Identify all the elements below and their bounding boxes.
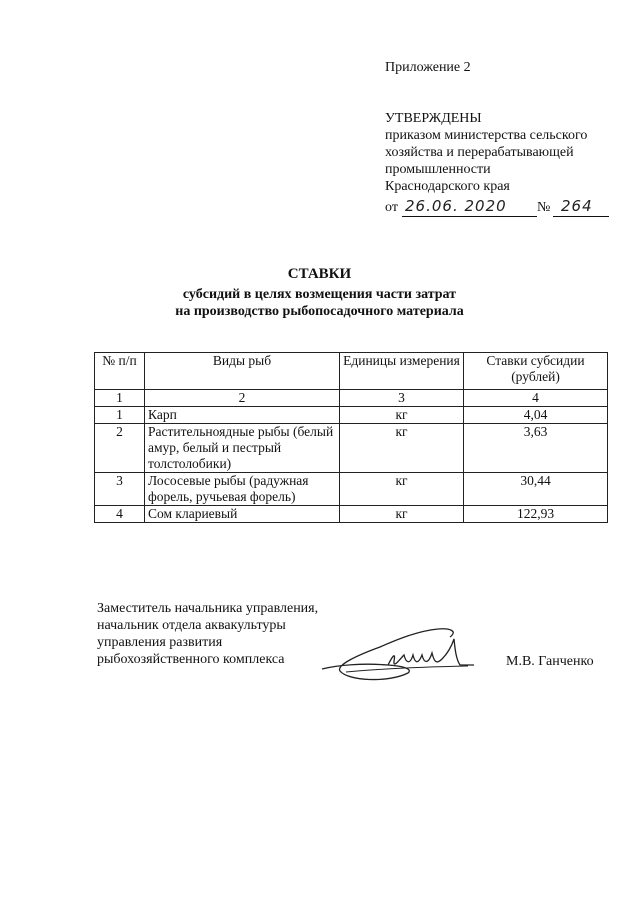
table-row [95, 424, 608, 473]
subsidy-rates-table [94, 352, 608, 523]
header-unit: Единицы измерения [340, 353, 464, 390]
row-num: 1 [95, 407, 145, 424]
row-rate: 4,04 [464, 407, 608, 424]
header-rate: Ставки субсидии (рублей) [464, 353, 608, 390]
position-line: начальник отдела аквакультуры [97, 618, 286, 633]
header-kind: Виды рыб [145, 353, 340, 390]
column-numbers-row [95, 390, 608, 407]
signatory-name: М.В. Ганченко [506, 654, 594, 669]
approved-by-line: Краснодарского края [385, 179, 510, 194]
row-unit: кг [340, 473, 464, 506]
number-prefix: № [537, 200, 551, 215]
row-rate: 3,63 [464, 424, 608, 473]
row-kind: Карп [145, 407, 340, 424]
handwritten-date: 26.06. 2020 [405, 197, 507, 215]
row-unit: кг [340, 407, 464, 424]
row-rate: 30,44 [464, 473, 608, 506]
approved-heading: УТВЕРЖДЕНЫ [385, 111, 482, 126]
handwritten-signature [318, 625, 478, 685]
row-kind: Лососевые рыбы (радужная форель, ручьевая форель) [145, 473, 340, 506]
handwritten-number: 264 [561, 197, 593, 215]
table-row [95, 407, 608, 424]
position-line: управления развития [97, 635, 223, 650]
row-kind: Сом клариевый [145, 506, 340, 523]
row-unit: кг [340, 506, 464, 523]
order-date-number-line [385, 198, 615, 220]
row-kind: Растительноядные рыбы (белый амур, белый и пестрый толстолобики) [145, 424, 340, 473]
document-subtitle: субсидий в целях возмещения части затрат [182, 287, 457, 302]
column-number: 4 [464, 390, 608, 407]
date-prefix: от [385, 200, 398, 215]
approved-by-line: промышленности [385, 162, 491, 177]
date-underline [402, 216, 537, 217]
signatory-position [97, 600, 318, 668]
column-number: 3 [340, 390, 464, 407]
row-rate: 122,93 [464, 506, 608, 523]
row-unit: кг [340, 424, 464, 473]
number-underline [553, 216, 609, 217]
document-title: СТАВКИ [287, 266, 352, 282]
approved-by-line: хозяйства и перерабатывающей [385, 145, 574, 160]
table-header-row [95, 353, 608, 390]
row-num: 3 [95, 473, 145, 506]
column-number: 2 [145, 390, 340, 407]
position-line: рыбохозяйственного комплекса [97, 652, 285, 667]
appendix-label: Приложение 2 [385, 60, 471, 75]
position-line: Заместитель начальника управления, [97, 601, 319, 616]
approval-block [385, 110, 625, 195]
approved-by-line: приказом министерства сельского [385, 128, 588, 143]
table-row [95, 473, 608, 506]
row-num: 2 [95, 424, 145, 473]
document-subtitle: на производство рыбопосадочного материала [175, 304, 464, 319]
table-row [95, 506, 608, 523]
row-num: 4 [95, 506, 145, 523]
column-number: 1 [95, 390, 145, 407]
header-num: № п/п [95, 353, 145, 390]
